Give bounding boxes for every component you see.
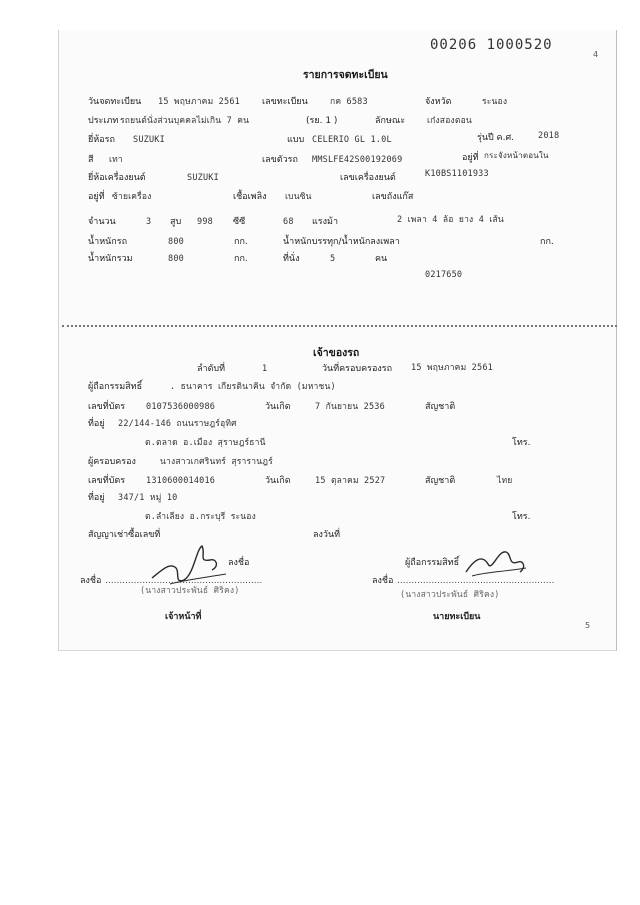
perforation-line [62, 325, 617, 327]
style-label: ลักษณะ [375, 116, 406, 126]
order-label: ลำดับที่ [197, 364, 226, 374]
address-label: ที่อยู่ [88, 419, 105, 429]
total-weight-value: 800 [168, 254, 184, 264]
officer-signature [150, 540, 230, 590]
weight-value: 800 [168, 237, 184, 247]
owner-title: เจ้าของรถ [313, 347, 360, 359]
brand-label: ยี่ห้อรถ [88, 135, 115, 145]
nationality2-value: ไทย [497, 476, 513, 486]
birth2-label: วันเกิด [265, 476, 291, 486]
birth-label: วันเกิด [265, 402, 291, 412]
type-label: ประเภท [88, 116, 119, 126]
nationality-label: สัญชาติ [425, 402, 456, 412]
engine-no-value: K10BS1101933 [425, 169, 489, 179]
chassis-label: เลขตัวรถ [262, 155, 298, 165]
cyl-unit: สูบ [170, 217, 182, 227]
address3-label: ที่อยู่ [88, 493, 105, 503]
holder-label: ผู้ถือกรรมสิทธิ์ [88, 382, 143, 392]
total-weight-label: น้ำหนักรวม [88, 254, 133, 264]
date-label: วันจดทะเบียน [88, 97, 142, 107]
gas-tank-label: เลขถังแก๊ส [372, 192, 414, 202]
load-kg: กก. [540, 237, 554, 247]
located-label: อยู่ที่ [462, 153, 479, 163]
engine-brand-label: ยี่ห้อเครื่องยนต์ [88, 173, 146, 183]
officer-name-left: (นางสาวประพันธ์ ศิริคง) [140, 586, 240, 596]
address-value: 22/144-146 ถนนราษฎร์อุทิศ [118, 419, 237, 429]
fuel-label: เชื้อเพลิง [233, 192, 267, 202]
cc-value: 998 [197, 217, 213, 227]
weight-label: น้ำหนักรถ [88, 237, 128, 247]
located-value: กระจังหน้าตอนใน [484, 151, 549, 160]
birth-value: 7 กันยายน 2536 [315, 402, 385, 412]
axle-text: 2 เพลา 4 ล้อ ยาง 4 เส้น [397, 215, 504, 225]
fuel-value: เบนซิน [285, 192, 312, 202]
seats-value: 5 [330, 254, 336, 264]
address4-value: ต.ลำเลียง อ.กระบุรี ระนอง [145, 512, 256, 522]
engine-loc-label: อยู่ที่ [88, 192, 105, 202]
color-value: เทา [109, 155, 123, 165]
card-label: เลขที่บัตร [88, 402, 126, 412]
seats-label: ที่นั่ง [283, 254, 300, 264]
address2-value: ต.ตลาด อ.เมือง สุราษฎร์ธานี [145, 438, 266, 448]
card-value: 0107536000986 [146, 402, 216, 412]
model-year-value: 2018 [538, 131, 560, 141]
birth2-value: 15 ตุลาคม 2527 [315, 476, 386, 486]
date-value: 15 พฤษภาคม 2561 [158, 97, 240, 107]
nationality2-label: สัญชาติ [425, 476, 456, 486]
brand-value: SUZUKI [133, 135, 165, 145]
sign-label-right: ลงชื่อ [372, 576, 394, 586]
engine-brand-value: SUZUKI [187, 173, 219, 183]
possess-date-label: วันที่ครอบครองรถ [322, 364, 393, 374]
type-code: (รย. 1 ) [306, 116, 338, 126]
possess-date-value: 15 พฤษภาคม 2561 [411, 363, 493, 373]
cc-unit: ซีซี [233, 217, 246, 227]
style-value: เก๋งสองตอน [427, 116, 472, 126]
serial-number: 00206 1000520 [430, 37, 553, 53]
total-weight-kg: กก. [234, 254, 248, 264]
chassis-value: MMSLFE42S00192069 [312, 155, 403, 165]
reg-no-value: กค 6583 [330, 97, 368, 107]
contract-label: สัญญาเช่าซื้อเลขที่ [88, 530, 161, 540]
hp-unit: แรงม้า [312, 217, 339, 227]
officer-name-right: (นางสาวประพันธ์ ศิริคง) [400, 590, 500, 600]
officer-title: เจ้าหน้าที่ [165, 612, 202, 622]
model-label: แบบ [287, 135, 305, 145]
weight-kg: กก. [234, 237, 248, 247]
seats-unit: คน [375, 254, 388, 264]
signed-date-label: ลงวันที่ [313, 530, 341, 540]
engine-no-label: เลขเครื่องยนต์ [340, 173, 396, 183]
load-label: น้ำหนักบรรทุก/น้ำหนักลงเพลา [283, 237, 400, 247]
address3-value: 347/1 หมู่ 10 [118, 493, 178, 503]
province-label: จังหวัด [425, 97, 452, 107]
page-number-bottom: 5 [585, 621, 591, 630]
registrar-title: นายทะเบียน [433, 612, 481, 622]
model-value: CELERIO GL 1.0L [312, 135, 392, 145]
cyl-value: 3 [146, 217, 152, 227]
holder-value: . ธนาคาร เกียรตินาคิน จำกัด (มหาชน) [170, 382, 336, 392]
registrar-signature [462, 542, 532, 582]
possessor-label: ผู้ครอบครอง [88, 457, 136, 467]
sign-line-left: ....................................................... [105, 576, 263, 586]
card2-value: 1310600014016 [146, 476, 216, 486]
phone-label: โทร. [512, 438, 531, 448]
doc-number: 0217650 [425, 270, 463, 280]
phone2-label: โทร. [512, 512, 531, 522]
model-year-label: รุ่นปี ค.ศ. [477, 133, 515, 143]
sign-label-center: ลงชื่อ [228, 558, 250, 568]
sign-line-right: ....................................................... [397, 576, 555, 586]
sign-label-left: ลงชื่อ [80, 576, 102, 586]
page-number-top: 4 [593, 50, 599, 59]
card2-label: เลขที่บัตร [88, 476, 126, 486]
type-value: รถยนต์นั่งส่วนบุคคลไม่เกิน 7 คน [120, 116, 250, 126]
province-value: ระนอง [482, 97, 508, 107]
hp-value: 68 [283, 217, 294, 227]
registration-title: รายการจดทะเบียน [303, 69, 388, 81]
cyl-label: จำนวน [88, 217, 116, 227]
possessor-value: นางสาวเกศรินทร์ สุรารานฎร์ [160, 457, 273, 467]
engine-loc-value: ซ้ายเครื่อง [112, 192, 152, 202]
holder-sign-label: ผู้ถือกรรมสิทธิ์ [405, 558, 460, 568]
reg-no-label: เลขทะเบียน [262, 97, 308, 107]
color-label: สี [88, 155, 94, 165]
order-value: 1 [262, 364, 268, 374]
